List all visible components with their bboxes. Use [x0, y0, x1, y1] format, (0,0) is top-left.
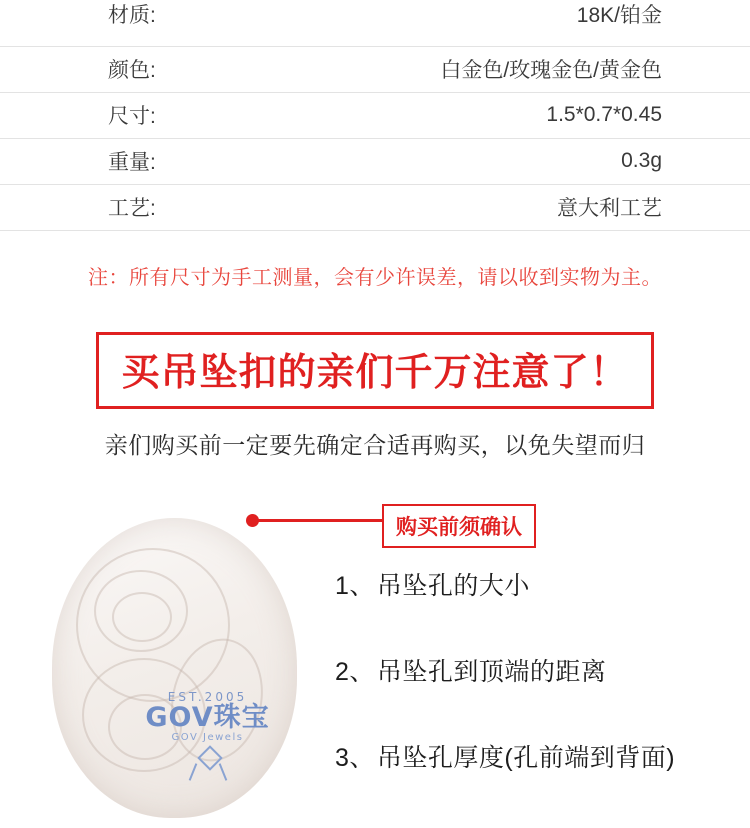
- spec-label-cell: [0, 0, 300, 46]
- knot-icon: [115, 747, 300, 781]
- list-item-text: 吊坠孔的大小: [376, 571, 530, 600]
- checklist: [335, 566, 735, 824]
- spec-label-material: 材质:: [108, 3, 156, 27]
- table-row: [0, 46, 750, 92]
- spec-value-size: 1.5*0.7*0.45: [300, 92, 750, 138]
- pendant-carving-2: [112, 592, 172, 642]
- list-item: [335, 566, 735, 602]
- watermark-brand-text: GOV珠宝: [145, 701, 270, 733]
- spec-value-color: 白金色/玫瑰金色/黄金色: [300, 46, 750, 92]
- watermark-est-text: EST.2005: [167, 689, 248, 704]
- knot-tassel-left: [188, 763, 197, 780]
- spec-value-weight: 0.3g: [300, 138, 750, 184]
- table-row: [0, 92, 750, 138]
- warning-banner-text: 买吊坠扣的亲们千万注意了！: [121, 349, 629, 394]
- measurement-note: 注：所有尺寸为手工测量，会有少许误差，请以收到实物为主。: [88, 266, 662, 289]
- list-item-text: 吊坠孔厚度(孔前端到背面): [376, 743, 676, 772]
- knot-tassel-right: [218, 763, 227, 780]
- warning-banner: [96, 332, 653, 409]
- list-item: [335, 652, 735, 688]
- list-item-number: 3、: [335, 743, 375, 772]
- illustration-section: [0, 478, 750, 828]
- knot-diamond-shape: [197, 745, 222, 770]
- list-item-number: 1、: [335, 571, 375, 600]
- spec-value-craft: 意大利工艺: [300, 184, 750, 230]
- brand-watermark: [115, 690, 300, 781]
- leader-line: [252, 519, 382, 522]
- list-item-text: 吊坠孔到顶端的距离: [376, 657, 607, 686]
- confirm-callout: 购买前须确认: [382, 504, 536, 548]
- watermark-sub-text: GOV Jewels: [171, 731, 244, 743]
- table-row: [0, 184, 750, 230]
- list-item-number: 2、: [335, 657, 375, 686]
- product-spec-table: [0, 0, 750, 231]
- spec-label-size: 尺寸:: [0, 92, 300, 138]
- spec-label-color: 颜色:: [0, 46, 300, 92]
- clipped-value-wrap: [300, 3, 662, 30]
- banner-wrap: [0, 332, 750, 409]
- clipped-label-wrap: [108, 3, 300, 30]
- spec-value-material: 18K/铂金: [576, 3, 662, 27]
- table-row: [0, 0, 750, 46]
- table-row: [0, 138, 750, 184]
- banner-subtitle: 亲们购买前一定要先确定合适再购买，以免失望而归: [104, 431, 646, 458]
- spec-value-cell: [300, 0, 750, 46]
- spec-label-weight: 重量:: [0, 138, 300, 184]
- list-item: [335, 738, 735, 774]
- spec-label-craft: 工艺:: [0, 184, 300, 230]
